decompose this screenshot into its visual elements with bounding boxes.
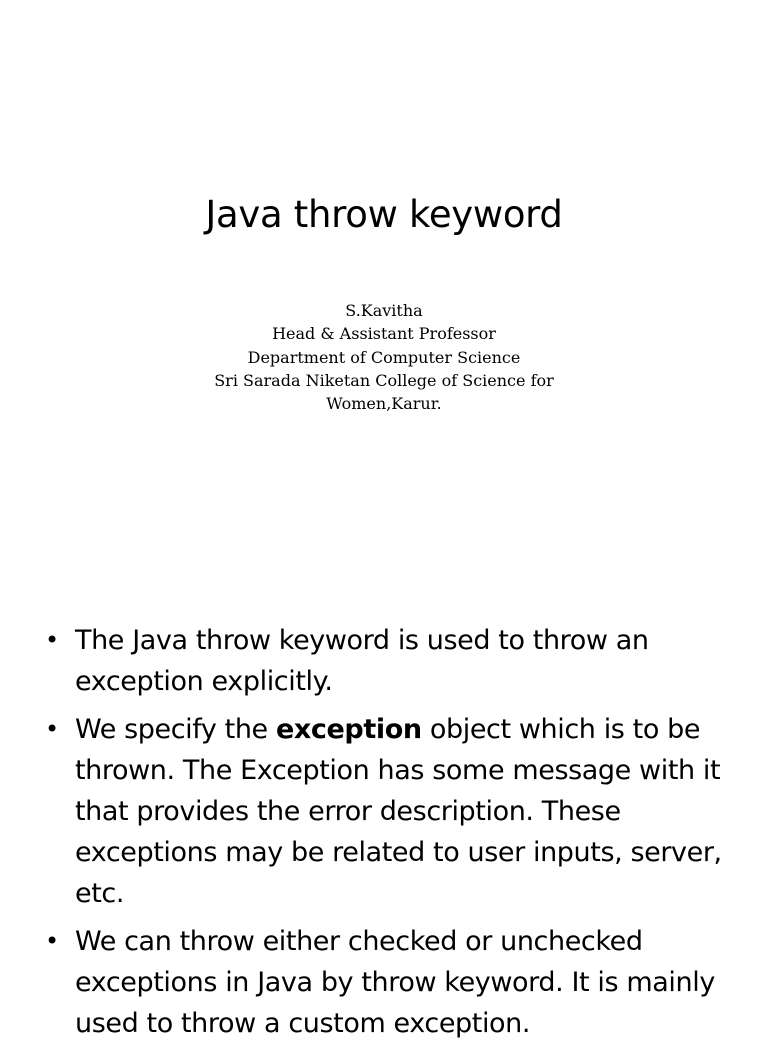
author-college-location: Women,Karur. [326, 394, 442, 414]
bullet-item [45, 709, 735, 914]
author-college: Sri Sarada Niketan College of Science for [214, 370, 554, 390]
author-department: Department of Computer Science [247, 347, 521, 367]
bullet-text: The Java throw keyword is used to throw an exception explicitly. [75, 625, 649, 697]
author-designation: Head & Assistant Professor [272, 324, 496, 344]
bullet-text: We can throw either checked or unchecked exceptions in Java by throw keyword. It is mainly used to throw a custom exception. [75, 926, 715, 1039]
author-name: S.Kavitha [345, 301, 423, 320]
bullet-item [45, 620, 735, 702]
bullet-text-post: object which is to be thrown. The Exception has some message with it that provides the error description. These exceptions may be related to user inputs, server, etc. [75, 714, 722, 909]
bullet-icon: • [45, 715, 59, 743]
bullet-icon: • [45, 626, 59, 654]
bullet-item [45, 921, 735, 1044]
bullet-text-pre: We specify the [75, 714, 276, 745]
bullet-icon: • [45, 927, 59, 955]
bullet-list [45, 620, 735, 1051]
slide-title: Java throw keyword [205, 193, 563, 236]
author-info [0, 299, 768, 415]
bullet-text-bold: exception [275, 714, 422, 745]
